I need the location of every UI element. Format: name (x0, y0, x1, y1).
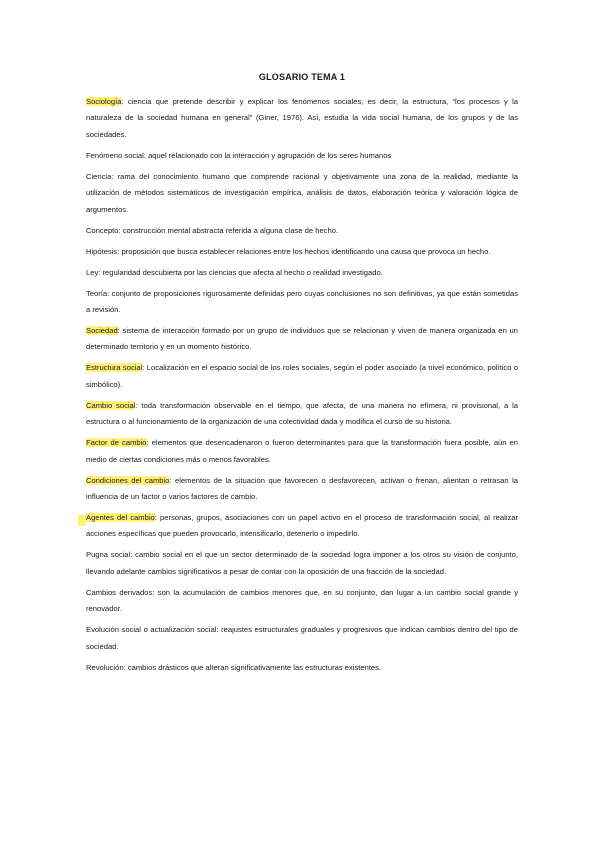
glossary-separator: : (118, 225, 123, 235)
glossary-term: Estructura social (86, 363, 143, 373)
glossary-definition: reajustes estructurales graduales y progresivos que indican cambios dentro del tipo de sociedad. (86, 625, 518, 651)
glossary-term: Ley (86, 267, 99, 277)
glossary-entry-evolucion-social (86, 622, 518, 655)
glossary-term: Cambio social (86, 400, 136, 410)
glossary-entry-fenomeno-social (86, 148, 518, 164)
glossary-term: Ciencia (86, 171, 112, 181)
glossary-definition: aquel relacionado con la interacción y agrupación de los seres humanos (148, 150, 392, 160)
glossary-separator: : (130, 550, 136, 560)
glossary-entry-estructura-social (86, 360, 518, 393)
glossary-separator: : (142, 363, 147, 373)
glossary-term: Revolución (86, 662, 124, 672)
glossary-definition: cambios drásticos que alteran significativamente las estructuras existentes. (127, 662, 382, 672)
glossary-separator: : (117, 246, 122, 256)
glossary-term: Hipótesis (86, 246, 118, 256)
glossary-entry-pugna-social (86, 547, 518, 580)
glossary-separator: : (135, 400, 142, 410)
glossary-separator: : (111, 171, 118, 181)
glossary-term: Sociedad (86, 326, 118, 336)
glossary-separator: : (107, 288, 112, 298)
glossary-separator: : (117, 326, 123, 336)
glossary-term: Fenómeno social (86, 150, 144, 160)
glossary-entry-concepto (86, 223, 518, 239)
glossary-definition: sistema de interacción formado por un grupo de individuos que se relacionan y viven de manera organizada en un determinado territorio y en un momento histórico. (86, 326, 518, 352)
glossary-definition: elementos que desencadenaron o fueron determinantes para que la transformación fuera posible, aún en medio de ciertas condiciones más o menos favorables. (86, 438, 518, 464)
glossary-definition: Localización en el espacio social de los roles sociales, según el poder asociado (a nivel económico, político o simbólico). (86, 363, 518, 389)
glossary-separator: : (154, 513, 161, 523)
glossary-entry-agentes-del-cambio (86, 510, 518, 543)
glossary-term: Pugna social (86, 550, 131, 560)
glossary-separator: : (123, 662, 128, 672)
glossary-term: Teoría (86, 288, 108, 298)
glossary-separator: : (121, 97, 128, 106)
glossary-entry-revolucion (86, 660, 518, 676)
glossary-entry-factor-de-cambio (86, 435, 518, 468)
document-page (86, 72, 518, 681)
glossary-entry-cambios-derivados (86, 585, 518, 618)
glossary-entry-ley (86, 265, 518, 281)
glossary-definition: regularidad descubierta por las ciencias que afecta al hecho o realidad investigado. (102, 267, 383, 277)
glossary-term: Evolución social o actualización social (86, 625, 217, 635)
glossary-definition: toda transformación observable en el tiempo, que afecta, de una manera no efímera, ni provisional, a la estructura o al funcionamiento de la organización de una colectividad dada y modifica el curso de su historia. (86, 400, 518, 427)
glossary-definition: conjunto de proposiciones rigurosamente definidas pero cuyas conclusiones no son definitivas, ya que están sometidas a revisión. (86, 288, 518, 315)
glossary-definition: ciencia que pretende describir y explicar los fenómenos sociales, es decir, la estructura, “los procesos y la naturaleza de la sociedad humana en general” (Giner, 1976). Así, estudia la vida social humana, de los grupos y de las sociedades. (86, 97, 518, 139)
glossary-term: Sociología (86, 97, 122, 106)
glossary-entry-cambio-social (86, 398, 518, 431)
glossary-definition: elementos de la situación que favorecen o desfavorecen, activan o frenan, alientan o retrasan la influencia de un factor o varios factores de cambio. (86, 475, 518, 502)
document-title: GLOSARIO TEMA 1 (258, 72, 346, 82)
glossary-definition: construcción mental abstracta referida a alguna clase de hecho. (122, 225, 339, 235)
glossary-separator: : (146, 438, 152, 448)
glossary-definition: son la acumulación de cambios menores que, en su conjunto, dan lugar a un cambio social grande y renovador. (86, 587, 518, 614)
glossary-definition: personas, grupos, asociaciones con un papel activo en el proceso de transformación social, al realizar acciones específicas que pueden provocarlo, intensificarlo, detenerlo o impedirlo. (86, 513, 518, 539)
glossary-definition: cambio social en el que un sector determinado de la sociedad logra imponer a los otros su visión de conjunto, llevando adelante cambios significativos a pesar de contar con la oposición de una fracción de la sociedad. (86, 550, 518, 576)
glossary-separator: : (98, 267, 103, 277)
glossary-entry-teoria (86, 286, 518, 319)
glossary-term: Cambios derivados (86, 587, 153, 597)
glossary-term: Factor de cambio (86, 438, 147, 448)
glossary-term: Condiciones del cambio (86, 475, 170, 485)
glossary-term: Concepto (86, 225, 119, 235)
glossary-separator: : (152, 587, 158, 597)
glossary-term: Agentes del cambio (86, 513, 155, 523)
glossary-definition: proposición que busca establecer relaciones entre los hechos identificando una causa que provoca un hecho. (121, 246, 491, 256)
glossary-entry-sociedad (86, 323, 518, 356)
glossary-definition: rama del conocimiento humano que comprende racional y objetivamente una zona de la realidad, mediante la utilización de métodos sistemáticos de investigación empírica, análisis de datos, elaboración teórica y valoración lógica de argumentos. (86, 171, 518, 214)
glossary-entry-sociologia (86, 94, 518, 143)
glossary-entry-ciencia (86, 169, 518, 218)
glossary-separator: : (143, 150, 149, 160)
glossary-separator: : (216, 625, 222, 635)
glossary-entry-hipotesis (86, 244, 518, 260)
glossary-entry-condiciones-del-cambio (86, 473, 518, 506)
glossary-separator: : (169, 475, 176, 485)
